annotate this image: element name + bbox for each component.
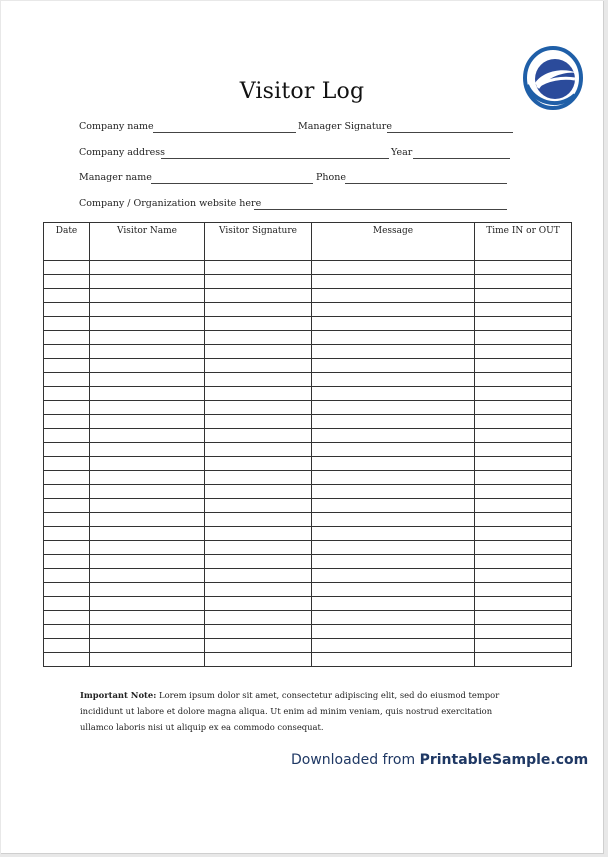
table-cell[interactable]: [312, 415, 475, 429]
table-cell[interactable]: [312, 555, 475, 569]
table-cell[interactable]: [90, 275, 205, 289]
table-row: [44, 653, 572, 667]
document-page: [1, 1, 604, 854]
table-cell[interactable]: [90, 359, 205, 373]
table-cell[interactable]: [475, 527, 572, 541]
table-cell[interactable]: [205, 429, 312, 443]
table-cell[interactable]: [205, 401, 312, 415]
table-cell[interactable]: [44, 611, 90, 625]
company-name-label: Company name: [79, 121, 154, 132]
table-cell[interactable]: [205, 625, 312, 639]
phone-line[interactable]: [345, 183, 507, 184]
table-row: [44, 415, 572, 429]
table-cell[interactable]: [475, 261, 572, 275]
table-cell[interactable]: [475, 639, 572, 653]
table-cell[interactable]: [475, 471, 572, 485]
table-cell[interactable]: [205, 485, 312, 499]
table-cell[interactable]: [90, 471, 205, 485]
table-cell[interactable]: [475, 625, 572, 639]
table-cell[interactable]: [44, 289, 90, 303]
table-cell[interactable]: [90, 457, 205, 471]
table-cell[interactable]: [312, 331, 475, 345]
table-cell[interactable]: [475, 457, 572, 471]
table-cell[interactable]: [312, 345, 475, 359]
table-cell[interactable]: [90, 625, 205, 639]
table-cell[interactable]: [205, 317, 312, 331]
year-line[interactable]: [413, 158, 510, 159]
table-row: [44, 611, 572, 625]
column-header-message: Message: [312, 223, 475, 261]
table-cell[interactable]: [90, 527, 205, 541]
table-cell[interactable]: [312, 597, 475, 611]
download-credit: [291, 752, 588, 768]
table-cell[interactable]: [90, 317, 205, 331]
table-cell[interactable]: [475, 387, 572, 401]
table-cell[interactable]: [90, 485, 205, 499]
table-cell[interactable]: [312, 583, 475, 597]
page-title: Visitor Log: [239, 79, 365, 104]
table-row: [44, 289, 572, 303]
table-cell[interactable]: [90, 569, 205, 583]
table-cell[interactable]: [475, 303, 572, 317]
table-row: [44, 569, 572, 583]
table-cell[interactable]: [44, 443, 90, 457]
table-row: [44, 457, 572, 471]
table-row: [44, 261, 572, 275]
website-line[interactable]: [254, 209, 507, 210]
table-cell[interactable]: [90, 653, 205, 667]
table-cell[interactable]: [205, 373, 312, 387]
table-cell[interactable]: [312, 457, 475, 471]
table-row: [44, 513, 572, 527]
company-name-line[interactable]: [153, 132, 296, 133]
table-cell[interactable]: [312, 513, 475, 527]
table-cell[interactable]: [90, 289, 205, 303]
table-cell[interactable]: [312, 569, 475, 583]
visitor-log-table: [43, 222, 572, 667]
column-header-time-in-out: Time IN or OUT: [475, 223, 572, 261]
table-cell[interactable]: [475, 331, 572, 345]
table-cell[interactable]: [205, 499, 312, 513]
table-body: [44, 261, 572, 667]
table-cell[interactable]: [205, 303, 312, 317]
table-cell[interactable]: [44, 429, 90, 443]
table-cell[interactable]: [205, 527, 312, 541]
table-row: [44, 387, 572, 401]
table-cell[interactable]: [312, 387, 475, 401]
table-cell[interactable]: [205, 415, 312, 429]
table-row: [44, 527, 572, 541]
table-cell[interactable]: [44, 261, 90, 275]
table-cell[interactable]: [44, 359, 90, 373]
table-cell[interactable]: [90, 583, 205, 597]
company-address-line[interactable]: [161, 158, 389, 159]
table-cell[interactable]: [44, 499, 90, 513]
table-cell[interactable]: [205, 583, 312, 597]
table-cell[interactable]: [44, 653, 90, 667]
table-cell[interactable]: [312, 541, 475, 555]
table-row: [44, 639, 572, 653]
table-cell[interactable]: [312, 611, 475, 625]
table-row: [44, 471, 572, 485]
table-cell[interactable]: [205, 639, 312, 653]
table-cell[interactable]: [44, 597, 90, 611]
manager-name-label: Manager name: [79, 172, 152, 183]
manager-signature-line[interactable]: [387, 132, 513, 133]
table-cell[interactable]: [312, 485, 475, 499]
year-label: Year: [391, 147, 413, 158]
table-cell[interactable]: [205, 261, 312, 275]
table-cell[interactable]: [475, 359, 572, 373]
table-cell[interactable]: [475, 513, 572, 527]
table-cell[interactable]: [205, 443, 312, 457]
table-cell[interactable]: [312, 443, 475, 457]
table-cell[interactable]: [44, 583, 90, 597]
table-row: [44, 401, 572, 415]
table-cell[interactable]: [475, 569, 572, 583]
table-cell[interactable]: [312, 275, 475, 289]
table-cell[interactable]: [312, 499, 475, 513]
table-cell[interactable]: [44, 345, 90, 359]
table-cell[interactable]: [312, 401, 475, 415]
table-row: [44, 443, 572, 457]
table-cell[interactable]: [475, 275, 572, 289]
table-cell[interactable]: [205, 555, 312, 569]
table-cell[interactable]: [90, 443, 205, 457]
table-row: [44, 597, 572, 611]
table-cell[interactable]: [312, 303, 475, 317]
table-cell[interactable]: [44, 485, 90, 499]
table-cell[interactable]: [475, 597, 572, 611]
table-cell[interactable]: [44, 387, 90, 401]
table-cell[interactable]: [475, 611, 572, 625]
column-header-date: Date: [44, 223, 90, 261]
table-row: [44, 331, 572, 345]
download-credit-site[interactable]: PrintableSample.com: [419, 752, 589, 768]
table-cell[interactable]: [205, 345, 312, 359]
company-address-label: Company address: [79, 147, 165, 158]
table-cell[interactable]: [475, 555, 572, 569]
table-cell[interactable]: [44, 541, 90, 555]
table-row: [44, 583, 572, 597]
table-cell[interactable]: [475, 653, 572, 667]
table-cell[interactable]: [44, 401, 90, 415]
table-cell[interactable]: [312, 639, 475, 653]
table-cell[interactable]: [475, 345, 572, 359]
table-cell[interactable]: [205, 569, 312, 583]
table-cell[interactable]: [44, 639, 90, 653]
table-cell[interactable]: [44, 625, 90, 639]
table-cell[interactable]: [205, 471, 312, 485]
manager-name-line[interactable]: [151, 183, 313, 184]
table-row: [44, 485, 572, 499]
table-row: [44, 541, 572, 555]
table-cell[interactable]: [205, 387, 312, 401]
table-cell[interactable]: [475, 583, 572, 597]
manager-signature-label: Manager Signature: [298, 121, 392, 132]
table-cell[interactable]: [475, 499, 572, 513]
table-cell[interactable]: [312, 359, 475, 373]
table-cell[interactable]: [205, 513, 312, 527]
table-cell[interactable]: [44, 569, 90, 583]
table-cell[interactable]: [44, 331, 90, 345]
column-header-visitor-signature: Visitor Signature: [205, 223, 312, 261]
table-cell[interactable]: [90, 331, 205, 345]
table-cell[interactable]: [44, 555, 90, 569]
table-cell[interactable]: [312, 373, 475, 387]
table-row: [44, 625, 572, 639]
table-cell[interactable]: [44, 457, 90, 471]
table-cell[interactable]: [205, 653, 312, 667]
download-credit-prefix: Downloaded from: [291, 752, 420, 768]
table-cell[interactable]: [475, 485, 572, 499]
table-cell[interactable]: [90, 345, 205, 359]
table-cell[interactable]: [44, 527, 90, 541]
table-cell[interactable]: [44, 513, 90, 527]
table-cell[interactable]: [90, 611, 205, 625]
table-cell[interactable]: [475, 289, 572, 303]
table-cell[interactable]: [312, 653, 475, 667]
table-cell[interactable]: [90, 513, 205, 527]
table-cell[interactable]: [205, 359, 312, 373]
table-cell[interactable]: [205, 275, 312, 289]
table-cell[interactable]: [44, 471, 90, 485]
table-row: [44, 359, 572, 373]
table-cell[interactable]: [90, 261, 205, 275]
important-note: [80, 687, 520, 735]
table-cell[interactable]: [90, 387, 205, 401]
table-row: [44, 373, 572, 387]
table-cell[interactable]: [44, 317, 90, 331]
table-cell[interactable]: [90, 499, 205, 513]
table-cell[interactable]: [90, 401, 205, 415]
table-cell[interactable]: [312, 317, 475, 331]
table-header-row: [44, 223, 572, 261]
important-note-label: Important Note:: [80, 690, 157, 700]
table-cell[interactable]: [475, 443, 572, 457]
table-row: [44, 555, 572, 569]
table-cell[interactable]: [475, 317, 572, 331]
table-cell[interactable]: [44, 415, 90, 429]
table-cell[interactable]: [475, 401, 572, 415]
column-header-visitor-name: Visitor Name: [90, 223, 205, 261]
table-cell[interactable]: [312, 429, 475, 443]
table-cell[interactable]: [312, 527, 475, 541]
table-row: [44, 429, 572, 443]
table-cell[interactable]: [44, 303, 90, 317]
table-cell[interactable]: [312, 289, 475, 303]
phone-label: Phone: [316, 172, 346, 183]
table-cell[interactable]: [90, 303, 205, 317]
table-cell[interactable]: [44, 275, 90, 289]
table-cell[interactable]: [205, 611, 312, 625]
table-cell[interactable]: [205, 541, 312, 555]
website-label: Company / Organization website here: [79, 198, 262, 209]
table-cell[interactable]: [90, 597, 205, 611]
table-cell[interactable]: [205, 289, 312, 303]
table-cell[interactable]: [90, 429, 205, 443]
table-row: [44, 317, 572, 331]
table-cell[interactable]: [475, 429, 572, 443]
table-row: [44, 499, 572, 513]
table-cell[interactable]: [312, 625, 475, 639]
table-row: [44, 275, 572, 289]
table-cell[interactable]: [90, 639, 205, 653]
table-cell[interactable]: [205, 597, 312, 611]
table-cell[interactable]: [475, 415, 572, 429]
table-cell[interactable]: [90, 555, 205, 569]
table-cell[interactable]: [312, 471, 475, 485]
table-cell[interactable]: [90, 415, 205, 429]
table-row: [44, 345, 572, 359]
table-cell[interactable]: [475, 541, 572, 555]
table-cell[interactable]: [312, 261, 475, 275]
table-cell[interactable]: [90, 541, 205, 555]
table-cell[interactable]: [205, 457, 312, 471]
table-cell[interactable]: [44, 373, 90, 387]
table-cell[interactable]: [205, 331, 312, 345]
table-row: [44, 303, 572, 317]
important-note-text: Lorem ipsum dolor sit amet, consectetur adipiscing elit, sed do eiusmod tempor incididunt ut labore et dolore magna aliqua. Ut enim ad minim veniam, quis nostrud exercitation ullamco laboris nisi ut aliquip ex ea commodo consequat.: [80, 690, 500, 732]
table-cell[interactable]: [90, 373, 205, 387]
table-cell[interactable]: [475, 373, 572, 387]
